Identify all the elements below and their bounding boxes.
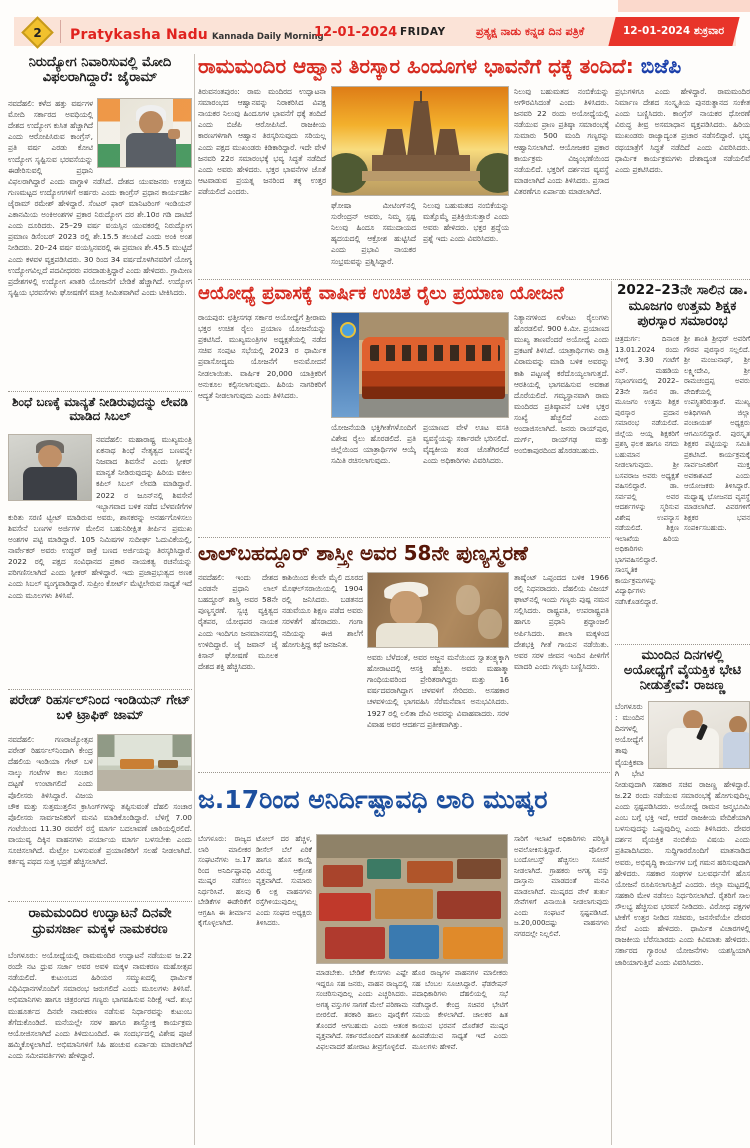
article-sibal-body: ನವದೆಹಲಿ: ಮಹಾರಾಷ್ಟ್ರ ಮುಖ್ಯಮಂತ್ರಿ ಏಕನಾಥ ಶಿಂಧೆ ನೇತೃತ್ವದ ಬಣವನ್ನೇ ನಿಜವಾದ ಶಿವಸೇನೆ ಎಂದು ಸ್ಪೀಕರ್ ಮಾನ್ಯತೆ ನೀಡಿರುವುದನ್ನು ಹಿರಿಯ ವಕೀಲ ಕಪಿಲ್ ಸಿಬಲ್ ಲೇವಡಿ ಮಾಡಿದ್ದಾರೆ. 2022 ರ ಜೂನ್‌ನಲ್ಲಿ ಶಿವಸೇನೆ ಇಬ್ಭಾಗವಾದ ಬಳಿಕ ನಡೆದ ಬೆಳವಣಿಗೆಗಳ ಕುರಿತು ಸರಣಿ ಟ್ವೀಟ್ ಮಾಡಿರುವ ಅವರು, ಶಾಸಕರನ್ನು ಅನರ್ಹಗೊಳಿಸಲು ಶಿವಸೇನೆ ಬಣಗಳ ಅರ್ಜಿಗಳ ಮೇಲಿನ ಬಹುನಿರೀಕ್ಷಿತ ತೀರ್ಪಿನ ಪ್ರಮುಖ ಅಂಶಗಳ ಪಟ್ಟಿ ಮಾಡಿದ್ದಾರೆ. 105 ನಿಮಿಷಗಳ ಸುದೀರ್ಘ ಓದುವಿಕೆಯಲ್ಲಿ, ನಾರ್ವೇಕರ್ ಅವರು ಉದ್ಧವ್ ಠಾಕ್ರೆ ಬಣದ ಅರ್ಜಿಯನ್ನು ತಿರಸ್ಕರಿಸಿದ್ದಾರೆ. 2022 ರಲ್ಲಿ ಪಕ್ಷದ ಸಂವಿಧಾನದ ಪ್ರಕಾರ ನಾಯಕತ್ವ ರಚನೆಯನ್ನು ಪರಿಗಣಿಸಲಾಗಿದೆ ಎಂದು ಸ್ಪೀಕರ್ ಹೇಳಿದ್ದಾರೆ. ಇದು ಪ್ರಜಾಪ್ರಭುತ್ವದ ಅಣಕ ಎಂದು ಸಿಬಲ್ ವ್ಯಂಗ್ಯವಾಡಿದ್ದಾರೆ. ಸುಪ್ರೀಂ ಕೋರ್ಟ್ ಮೆಟ್ಟಿಲೇರುವ ಸಾಧ್ಯತೆ ಇದೆ ಎಂದು ಮೂಲಗಳು ತಿಳಿಸಿವೆ. (8, 435, 192, 600)
shastri-col-4: ತಾಷ್ಕೆಂಟ್ ಒಪ್ಪಂದದ ಬಳಿಕ 1966 ರಲ್ಲಿ ನಿಧನರಾದರು. ದೆಹಲಿಯ ವಿಜಯ್ ಘಾಟ್‌ನಲ್ಲಿ ಇಂದು ಗಣ್ಯರು ಪುಷ್ಪ ನಮನ ಸಲ್ಲಿಸಿದರು. ರಾಷ್ಟ್ರಪತಿ, ಉಪರಾಷ್ಟ್ರಪತಿ ಹಾಗೂ ಪ್ರಧಾನಿ ಶ್ರದ್ಧಾಂಜಲಿ ಅರ್ಪಿಸಿದರು. ಶಾಲಾ ಮಕ್ಕಳಿಂದ ದೇಶಭಕ್ತಿ ಗೀತೆ ಗಾಯನ ನಡೆಯಿತು. ಅವರ ಸರಳ ಜೀವನ ಇಂದಿನ ಪೀಳಿಗೆಗೆ ಮಾದರಿ ಎಂದು ಗಣ್ಯರು ಬಣ್ಣಿಸಿದರು. (514, 573, 609, 671)
divider (198, 537, 610, 538)
ayodhya-train-photo (331, 312, 509, 418)
kapil-sibal-photo (8, 434, 92, 501)
article-jairam-body-wrap (8, 98, 192, 388)
lead-col-4: ನಿಲುವು ಬಹುಮತದ ನಂಬಿಕೆಯನ್ನು ಅಗೌರವಿಸಿದಂತೆ ಎಂದು ತಿಳಿಸಿದರು. ಜನವರಿ 22 ರಂದು ಅಯೋಧ್ಯೆಯಲ್ಲಿ ನಡೆಯುವ ಪ್ರಾಣ ಪ್ರತಿಷ್ಠಾ ಸಮಾರಂಭಕ್ಕೆ ಸುಮಾರು 500 ಮಂದಿ ಗಣ್ಯರನ್ನು ಆಹ್ವಾನಿಸಲಾಗಿದೆ. ಆಯೋಜಕರ ಪ್ರಕಾರ ಕಾರ್ಯಕ್ರಮ ವಿಜೃಂಭಣೆಯಿಂದ ನಡೆಯಲಿದೆ. ಭಕ್ತರಿಗೆ ದರ್ಶನದ ವ್ಯವಸ್ಥೆ ಮಾಡಲಾಗಿದೆ ಎಂದು ತಿಳಿಸಿದರು. ಪ್ರಸಾದ ವಿತರಣೆಗೂ ಏರ್ಪಾಡು ಮಾಡಲಾಗಿದೆ. (514, 87, 609, 196)
headline-lead-accent: ಬಿಜೆಪಿ (640, 55, 682, 78)
lead-col-3: ನಿಲುವು ಬಹುಮತದ ನಂಬಿಕೆಯನ್ನು ಮತ್ತೊಮ್ಮೆ ಪ್ರತಿಕ್ರಿಯಿಸುತ್ತಾರೆ ಎಂದು ಅವರು ಹೇಳಿದರು. ಭಕ್ತರ ಶ್ರದ್ಧೆಯ ಪ್ರಶ್ನೆ ಇದು ಎಂದು ವಿವರಿಸಿದರು. (423, 201, 509, 244)
teacher-col-2: ಶ್ರೀ ಶಾಂತಿ ಶ್ರೀಧರ್ ಅವರಿಗೆ ಗೌರವ ಪುರಸ್ಕಾರ ಸಲ್ಲಲಿದೆ. ಶ್ರೀ ಮಂಜುನಾಥ್, ಶ್ರೀ ಲಕ್ಷ್ಮೀದೇವಿ, ಶ್ರೀ ರಾಮಚಂದ್ರಪ್ಪ ಅವರು ವೇದಿಕೆಯಲ್ಲಿ ಉಪಸ್ಥಿತರಿರುತ್ತಾರೆ. ಮುಖ್ಯ ಅತಿಥಿಗಳಾಗಿ ಜಿಲ್ಲಾ ಪಂಚಾಯತ್ ಅಧ್ಯಕ್ಷರು ಆಗಮಿಸಲಿದ್ದಾರೆ. ಪುರಸ್ಕೃತ ಶಿಕ್ಷಕರ ಪಟ್ಟಿಯನ್ನು ಸಮಿತಿ ಪ್ರಕಟಿಸಿದೆ. ಕಾರ್ಯಕ್ರಮಕ್ಕೆ ಸಾರ್ವಜನಿಕರಿಗೆ ಮುಕ್ತ ಅವಕಾಶವಿದೆ ಎಂದು ಆಯೋಜಕರು ತಿಳಿಸಿದ್ದಾರೆ. ಮಧ್ಯಾಹ್ನ ಭೋಜನದ ವ್ಯವಸ್ಥೆ ಮಾಡಲಾಗಿದೆ. ವಿವರಗಳಿಗೆ ಶಿಕ್ಷಕರ ಭವನ ಸಂಪರ್ಕಿಸಬಹುದು. (684, 335, 750, 532)
masthead (14, 17, 736, 46)
article-sibal-body-wrap (8, 434, 192, 685)
train-col-2: ಯೋಜನೆಯಡಿ ಭಕ್ತಿಗೀತೆಗಳೊಂದಿಗೆ ವಿಶೇಷ ರೈಲು ಹೊರಡಲಿದೆ. ಪ್ರತಿ ಜಿಲ್ಲೆಯಿಂದ ಯಾತ್ರಾರ್ಥಿಗಳ ಆಯ್ಕೆ ಸಮಿತಿ ರಚಿಸಲಾಗುವುದು. (331, 423, 416, 466)
lorry-col-4: ಹೊರ ರಾಜ್ಯಗಳ ವಾಹನಗಳ ಮಾಲೀಕರು ಸಹ ಬೆಂಬಲ ಸೂಚಿಸಿದ್ದಾರೆ. ಫೆಡರೇಷನ್ ಪದಾಧಿಕಾರಿಗಳು ದೆಹಲಿಯಲ್ಲಿ ಸಭೆ ನಡೆಸಿದ್ದಾರೆ. ಕೇಂದ್ರ ಸಚಿವರ ಭೇಟಿಗೆ ಸಮಯ ಕೇಳಲಾಗಿದೆ. ಚಾಲಕರ ಹಿತ ಕಾಯುವ ಭರವಸೆ ದೊರೆತರೆ ಮುಷ್ಕರ ಹಿಂಪಡೆಯುವ ಸಾಧ್ಯತೆ ಇದೆ ಎಂದು ಮೂಲಗಳು ಹೇಳಿವೆ. (412, 969, 508, 1051)
headline-dhruva-naming: ರಾಮಮಂದಿರ ಉದ್ಘಾಟನೆ ದಿನವೇ ಧ್ರುವಸರ್ಜಾ ಮಕ್ಕಳ ನಾಮಕರಣ (28, 906, 172, 937)
masthead-date: 12-01-2024 (314, 25, 398, 40)
ram-mandir-photo (331, 86, 509, 196)
jairam-ramesh-photo (97, 98, 192, 168)
column-rule-left (194, 54, 195, 1145)
divider (198, 772, 610, 773)
article-parade-body: ನವದೆಹಲಿ: ಗಣರಾಜ್ಯೋತ್ಸವ ಪರೇಡ್ ರಿಹರ್ಸಲ್‌ನಿಂದಾಗಿ ಕೇಂದ್ರ ದೆಹಲಿಯ ಇಂಡಿಯಾ ಗೇಟ್ ಬಳಿ ನಾಲ್ಕು ಗಂಟೆಗಳ ಕಾಲ ಸಂಚಾರ ದಟ್ಟಣೆ ಉಂಟಾಗಲಿದೆ ಎಂದು ಪೊಲೀಸರು ತಿಳಿಸಿದ್ದಾರೆ. ವಿಜಯ ಚೌಕ ಮತ್ತು ಸುತ್ತಮುತ್ತಲಿನ ಕ್ರಾಸಿಂಗ್‌ಗಳನ್ನು ತಪ್ಪಿಸುವಂತೆ ದೆಹಲಿ ಸಂಚಾರ ಪೊಲೀಸರು ಸಾರ್ವಜನಿಕರಿಗೆ ಮನವಿ ಮಾಡಿಕೊಂಡಿದ್ದಾರೆ. ಬೆಳಿಗ್ಗೆ 7.00 ಗಂಟೆಯಿಂದ 11.30 ರವರೆಗೆ ರಸ್ತೆ ಮಾರ್ಗ ಬದಲಾವಣೆ ಜಾರಿಯಲ್ಲಿರಲಿದೆ. ವಾಯುವ್ಯ ದಿಕ್ಕಿನ ವಾಹನಗಳು ಪರ್ಯಾಯ ಮಾರ್ಗ ಬಳಸಬೇಕು ಎಂದು ಸೂಚಿಸಲಾಗಿದೆ. ಮೆಟ್ರೋ ಬಳಸುವಂತೆ ಪ್ರಯಾಣಿಕರಿಗೆ ಸಲಹೆ ನೀಡಲಾಗಿದೆ. ಕರ್ತವ್ಯ ಪಥದ ಸುತ್ತ ಭದ್ರತೆ ಹೆಚ್ಚಿಸಲಾಗಿದೆ. (8, 735, 192, 867)
column-rule-right (611, 281, 612, 1145)
lead-col-1: ತಿರುವನಂತಪುರಂ: ರಾಮ ಮಂದಿರದ ಉದ್ಘಾಟನಾ ಸಮಾರಂಭದ ಆಹ್ವಾನವನ್ನು ನಿರಾಕರಿಸಿದ ವಿಪಕ್ಷ ನಾಯಕರ ನಿಲುವು ಹಿಂದೂಗಳ ಭಾವನೆಗೆ ಧಕ್ಕೆ ತಂದಿದೆ ಎಂದು ಬಿಜೆಪಿ ಆರೋಪಿಸಿದೆ. ರಾಜಕೀಯ ಕಾರಣಗಳಿಗಾಗಿ ಆಹ್ವಾನ ತಿರಸ್ಕರಿಸುವುದು ಸರಿಯಲ್ಲ ಎಂದು ಪಕ್ಷದ ಮುಖಂಡರು ಕಿಡಿಕಾರಿದ್ದಾರೆ. ಇದೇ ವೇಳೆ ಜನವರಿ 22ರ ಸಮಾರಂಭಕ್ಕೆ ಭವ್ಯ ಸಿದ್ಧತೆ ನಡೆದಿದೆ ಎಂದು ಅವರು ಹೇಳಿದರು. ಭಕ್ತರ ಭಾವನೆಗಳ ಜೊತೆ ಆಟವಾಡುವ ಪ್ರಯತ್ನ ಜನರಿಂದ ತಕ್ಕ ಉತ್ತರ ಪಡೆಯಲಿದೆ ಎಂದರು. (198, 87, 326, 196)
lead-col-2: ಘೋಷಾ ಮೀಟಿಂಗ್‌ನಲ್ಲಿ ಸುರೇಂದ್ರನ್ ಅವರು, ನಿಮ್ಮ ಸ್ಪಷ್ಟ ನಿಲುವು ಹಿಂದೂ ಸಮುದಾಯದ ಹೃದಯದಲ್ಲಿ ಆಕ್ರೋಶ ಹುಟ್ಟಿಸಿದೆ ಎಂದು ಪ್ರಭಾವಿ ನಾಯಕರ ಸಂಭ್ರಮವನ್ನು ಪ್ರಶ್ನಿಸಿದ್ದಾರೆ. (331, 201, 416, 266)
paper-name: Pratykasha Nadu (70, 27, 208, 43)
shastri-col-3: ಅವರು ಬೆಳೆದಂತೆ, ಅವರ ಅಜ್ಜನ ಮನೆಯಿಂದ ಸ್ವಾತಂತ್ರ್ಯಕ್ಕಾಗಿ ಹೋರಾಟದಲ್ಲಿ ಆಸಕ್ತಿ ಹೆಚ್ಚಿತು. ಅವರು ಮಹಾತ್ಮಾ ಗಾಂಧಿಯವರಿಂದ ಪ್ರೇರಿತರಾಗಿದ್ದರು ಮತ್ತು 16 ವರ್ಷದವರಾಗಿದ್ದಾಗ ಚಳವಳಿಗೆ ಸೇರಿದರು. ಅಸಹಕಾರ ಚಳವಳಿಯಲ್ಲಿ ಭಾಗವಹಿಸಿ ಸೆರೆಮನೆವಾಸ ಅನುಭವಿಸಿದರು. 1927 ರಲ್ಲಿ ಲಲಿತಾ ದೇವಿ ಅವರನ್ನು ವಿವಾಹವಾದರು. ಸರಳ ವಿವಾಹ ಅವರ ಆದರ್ಶದ ಪ್ರತೀಕವಾಗಿತ್ತು. (367, 653, 509, 729)
headline-jairam-unemployment: ನಿರುದ್ಯೋಗ ನಿವಾರಿಸುವಲ್ಲಿ ಮೋದಿ ವಿಫಲರಾಗಿದ್ದಾರೆ: ಜೈರಾಮ್ (28, 56, 172, 85)
headline-ayodhya-train: ಆಯೋಧ್ಯೆ ಪ್ರವಾಸಕ್ಕೆ ವಾರ್ಷಿಕ ಉಚಿತ ರೈಲು ಪ್ರಯಾಣ ಯೋಜನೆ (198, 284, 564, 304)
headline-parade-traffic: ಪರೇಡ್ ರಿಹರ್ಸಲ್‌ನಿಂದ ಇಂಡಿಯನ್ ಗೇಟ್ ಬಳಿ ಟ್ರಾಫಿಕ್ ಜಾಮ್ (9, 694, 191, 723)
paper-subtitle: Kannada Daily Morning (211, 32, 324, 42)
rajanna-photo (648, 701, 750, 769)
train-col-1: ರಾಯಪುರ: ಛತ್ತೀಸಗಢ ಸರ್ಕಾರ ಅಯೋಧ್ಯೆಗೆ ಶ್ರೀರಾಮ ಭಕ್ತರ ಉಚಿತ ರೈಲು ಪ್ರಯಾಣ ಯೋಜನೆಯನ್ನು ಪ್ರಕಟಿಸಿದೆ. ಮುಖ್ಯಮಂತ್ರಿಗಳ ಅಧ್ಯಕ್ಷತೆಯಲ್ಲಿ ನಡೆದ ಸಚಿವ ಸಂಪುಟ ಸಭೆಯಲ್ಲಿ 2023 ರ ಧಾರ್ಮಿಕ ಪ್ರವಾಸೋದ್ಯಮ ಯೋಜನೆಗೆ ಅನುಮೋದನೆ ನೀಡಲಾಯಿತು. ವಾರ್ಷಿಕ 20,000 ಯಾತ್ರಿಕರಿಗೆ ಅನುಕೂಲ ಕಲ್ಪಿಸಲಾಗುವುದು. ಹಿರಿಯ ನಾಗರಿಕರಿಗೆ ಆದ್ಯತೆ ನೀಡಲಾಗುವುದು ಎಂದು ತಿಳಿಸಿದರು. (198, 313, 326, 400)
masthead-day: FRIDAY (400, 26, 446, 38)
masthead-divider (60, 20, 61, 43)
shastri-col-1: ನವದೆಹಲಿ: ಇಂದು ದೇಶದ ಎರಡನೇ ಪ್ರಧಾನಿ ಲಾಲ್ ಬಹದ್ದೂರ್ ಶಾಸ್ತ್ರಿ ಅವರ 58ನೇ ಪುಣ್ಯಸ್ಮರಣೆ. ಸ್ವಚ್ಛ ವ್ಯಕ್ತಿತ್ವದ ರೈತಪರ, ಯೋಧಪರ ನಾಯಕ ಎಂದು ಇಂದಿಗೂ ಜನಮಾನಸದಲ್ಲಿ ಉಳಿದಿದ್ದಾರೆ. ಜೈ ಜವಾನ್ ಜೈ ಕಿಸಾನ್ ಘೋಷಣೆ ಮೂಲಕ ದೇಶದ ಶಕ್ತಿ ಹೆಚ್ಚಿಸಿದರು. (198, 573, 278, 671)
article-rajanna-body: ಬೆಂಗಳೂರು: ಮುಂದಿನ ದಿನಗಳಲ್ಲಿ ಅಯೋಧ್ಯೆಗೆ ತಾವು ವೈಯಕ್ತಿಕವಾಗಿ ಭೇಟಿ ನೀಡುವುದಾಗಿ ಸಹಕಾರ ಸಚಿವ ರಾಜಣ್ಣ ಹೇಳಿದ್ದಾರೆ. ಜ.22 ರಂದು ನಡೆಯುವ ಸಮಾರಂಭಕ್ಕೆ ಹೋಗುವುದಿಲ್ಲ ಎಂದು ಸ್ಪಷ್ಟಪಡಿಸಿದರು. ಅಯೋಧ್ಯೆ ರಾಮನ ಜನ್ಮಭೂಮಿ ಎಂಬ ಬಗ್ಗೆ ಭಕ್ತಿ ಇದೆ, ಆದರೆ ರಾಜಕೀಯ ವೇದಿಕೆಯಾಗಿ ಬಳಸುವುದನ್ನು ಒಪ್ಪುವುದಿಲ್ಲ ಎಂದು ತಿಳಿಸಿದರು. ದೇವರ ದರ್ಶನ ವೈಯಕ್ತಿಕ ನಂಬಿಕೆಯ ವಿಷಯ ಎಂದು ಪ್ರತಿಪಾದಿಸಿದರು. ಸುದ್ದಿಗಾರರೊಂದಿಗೆ ಮಾತನಾಡಿದ ಅವರು, ಅಭಿವೃದ್ಧಿ ಕಾರ್ಯಗಳ ಬಗ್ಗೆ ಗಮನ ಹರಿಸುವುದಾಗಿ ಹೇಳಿದರು. ಸಹಕಾರ ಸಂಘಗಳ ಬಲವರ್ಧನೆಗೆ ಹೊಸ ಯೋಜನೆ ರೂಪಿಸಲಾಗುತ್ತಿದೆ ಎಂದರು. ಜಿಲ್ಲಾ ಮಟ್ಟದಲ್ಲಿ ಸಹಕಾರಿ ಮೇಳ ನಡೆಸಲು ನಿರ್ಧರಿಸಲಾಗಿದೆ. ರೈತರಿಗೆ ಸಾಲ ಸೌಲಭ್ಯ ಹೆಚ್ಚಿಸುವ ಭರವಸೆ ನೀಡಿದರು. ವಿರೋಧ ಪಕ್ಷಗಳ ಟೀಕೆಗೆ ಉತ್ತರ ನೀಡಿದ ಸಚಿವರು, ಜನಸೇವೆಯೇ ದೇವರ ಸೇವೆ ಎಂದು ಹೇಳಿದರು. ಧಾರ್ಮಿಕ ವಿಚಾರಗಳಲ್ಲಿ ರಾಜಕೀಯ ಬೆರೆಸಬಾರದು ಎಂದು ಕಿವಿಮಾತು ಹೇಳಿದರು. ಸರ್ಕಾರದ ಗ್ಯಾರಂಟಿ ಯೋಜನೆಗಳು ಯಶಸ್ವಿಯಾಗಿ ಜಾರಿಯಾಗುತ್ತಿವೆ ಎಂದು ವಿವರಿಸಿದರು. (615, 702, 750, 967)
headline-teacher-award: 2022–23ನೇ ಸಾಲಿನ ಡಾ. ಮೂಜಗಂ ಉತ್ತಮ ಶಿಕ್ಷಕ ಪುರಸ್ಕಾರ ಸಮಾರಂಭ (617, 283, 748, 329)
divider (8, 689, 192, 690)
page-number: 2 (33, 25, 42, 40)
article-jairam-body: ನವದೆಹಲಿ: ಕಳೆದ ಹತ್ತು ವರ್ಷಗಳ ಮೋದಿ ಸರ್ಕಾರದ ಅವಧಿಯಲ್ಲಿ ದೇಶದ ಉದ್ಯೋಗ ಕುಸಿತ ಹೆಚ್ಚಾಗಿದೆ ಎಂದು ಆರೋಪಿಸಿರುವ ಕಾಂಗ್ರೆಸ್, ಪ್ರತಿ ವರ್ಷ ಎರಡು ಕೋಟಿ ಉದ್ಯೋಗ ಸೃಷ್ಟಿಸುವ ಭರವಸೆಯನ್ನು ಈಡೇರಿಸುವಲ್ಲಿ ಪ್ರಧಾನಿ ವಿಫಲರಾಗಿದ್ದಾರೆ ಎಂದು ವಾಗ್ದಾಳಿ ನಡೆಸಿದೆ. ದೇಶದ ಯುವಜನರು ಉತ್ತಮ ಗುಣಮಟ್ಟದ ಉದ್ಯೋಗಗಳಿಗೆ ಅರ್ಹರು ಎಂದು ಕಾಂಗ್ರೆಸ್ ಪ್ರಧಾನ ಕಾರ್ಯದರ್ಶಿ ಜೈರಾಮ್ ರಮೇಶ್ ಹೇಳಿದ್ದಾರೆ. ಸೆಂಟರ್ ಫಾರ್ ಮಾನಿಟರಿಂಗ್ ಇಂಡಿಯನ್ ಎಕಾನಮಿಯ ಅಂಕಿಅಂಶಗಳ ಪ್ರಕಾರ ನಿರುದ್ಯೋಗ ದರ ಶೇ.10ರ ಗಡಿ ದಾಟಿದೆ ಎಂದು ದೂರಿದರು. 25–29 ವರ್ಷ ವಯಸ್ಸಿನ ಯುವಕರಲ್ಲಿ ನಿರುದ್ಯೋಗ ಪ್ರಮಾಣ ಡಿಸೆಂಬರ್ 2023 ರಲ್ಲಿ ಶೇ.15.5 ತಲುಪಿದೆ ಎಂದು ಅಂಕಿ ಅಂಶ ನೀಡಿದರು. 20–24 ವರ್ಷ ವಯಸ್ಸಿನವರಲ್ಲಿ ಈ ಪ್ರಮಾಣ ಶೇ.45.5 ಮುಟ್ಟಿದೆ ಎಂದು ಕಳವಳ ವ್ಯಕ್ತಪಡಿಸಿದರು. 30 ರಿಂದ 34 ವರ್ಷದೊಳಗಿನವರಿಗೆ ಯೋಗ್ಯ ಉದ್ಯೋಗವಿಲ್ಲದೆ ಪದವೀಧರರು ಪರದಾಡುತ್ತಿದ್ದಾರೆ ಎಂದು ಹೇಳಿದರು. ಗ್ರಾಮೀಣ ಪ್ರದೇಶಗಳಲ್ಲಿ ಉದ್ಯೋಗ ಖಾತರಿ ಯೋಜನೆಗೆ ಬೇಡಿಕೆ ಹೆಚ್ಚಾಗಿದೆ. ಉದ್ಯೋಗ ಸೃಷ್ಟಿಯ ಭರವಸೆಗಳು ಘೋಷಣೆಗೆ ಮಾತ್ರ ಸೀಮಿತವಾಗಿವೆ ಎಂದು ಟೀಕಿಸಿದರು. (8, 99, 192, 297)
date-badge-text: 12-01-2024 ಶುಕ್ರವಾರ (623, 25, 725, 37)
shastri-portrait-photo (367, 572, 509, 648)
parked-lorries-photo (316, 834, 508, 964)
article-naming-body: ಬೆಂಗಳೂರು: ಅಯೋಧ್ಯೆಯಲ್ಲಿ ರಾಮಮಂದಿರ ಉದ್ಘಾಟನೆ ನಡೆಯುವ ಜ.22 ರಂದೇ ನಟ ಧ್ರುವ ಸರ್ಜಾ ಅವರ ಅವಳಿ ಮಕ್ಕಳ ನಾಮಕರಣ ಮಹೋತ್ಸವ ನಡೆಯಲಿದೆ. ಕುಟುಂಬದ ಹಿರಿಯರ ಸಮ್ಮುಖದಲ್ಲಿ ಧಾರ್ಮಿಕ ವಿಧಿವಿಧಾನಗಳೊಂದಿಗೆ ಸಮಾರಂಭ ಜರುಗಲಿದೆ ಎಂದು ಮೂಲಗಳು ತಿಳಿಸಿವೆ. ಅಭಿಮಾನಿಗಳು ಹಾಗೂ ಚಿತ್ರರಂಗದ ಗಣ್ಯರು ಭಾಗವಹಿಸುವ ನಿರೀಕ್ಷೆ ಇದೆ. ಶುಭ ಮುಹೂರ್ತದ ದಿನವೇ ನಾಮಕರಣ ನಡೆಸುವ ನಿರ್ಧಾರವನ್ನು ಕುಟುಂಬ ತೆಗೆದುಕೊಂಡಿದೆ. ಮನೆಯಲ್ಲೇ ಸರಳ ಹಾಗೂ ಶಾಸ್ತ್ರೋಕ್ತ ಕಾರ್ಯಕ್ರಮ ಆಯೋಜಿಸಲಾಗಿದೆ ಎಂದು ತಿಳಿದುಬಂದಿದೆ. ಈ ಸಂದರ್ಭದಲ್ಲಿ ವಿಶೇಷ ಪೂಜೆ ಹಮ್ಮಿಕೊಳ್ಳಲಾಗಿದೆ. ಅಭಿಮಾನಿಗಳಿಗೆ ಸಿಹಿ ಹಂಚುವ ಏರ್ಪಾಡು ಮಾಡಲಾಗಿದೆ ಎಂದು ಸಮೀಪವರ್ತಿಗಳು ಹೇಳಿದ್ದಾರೆ. (8, 951, 192, 1060)
lead-col-5: ಪ್ರಭುಗಳಿಗೂ ಎಂದು ಹೇಳಿದ್ದಾರೆ. ರಾಮಮಂದಿರ ನಿರ್ಮಾಣ ದೇಶದ ಸಂಸ್ಕೃತಿಯ ಪುನರುತ್ಥಾನದ ಸಂಕೇತ ಎಂದು ಬಣ್ಣಿಸಿದರು. ಕಾಂಗ್ರೆಸ್ ನಾಯಕರ ಧೋರಣೆ ವಿರುದ್ಧ ತೀವ್ರ ಅಸಮಾಧಾನ ವ್ಯಕ್ತಪಡಿಸಿದರು. ಹಿರಿಯ ಮುಖಂಡರು ರಾಜ್ಯಾದ್ಯಂತ ಪ್ರಚಾರ ನಡೆಸಲಿದ್ದಾರೆ. ಭವ್ಯ ರಥಯಾತ್ರೆಗೆ ಸಿದ್ಧತೆ ನಡೆದಿದೆ ಎಂದು ವಿವರಿಸಿದರು. ಧಾರ್ಮಿಕ ಕಾರ್ಯಕ್ರಮಗಳು ದೇಶಾದ್ಯಂತ ನಡೆಯಲಿವೆ ಎಂದು ಪ್ರಕಟಿಸಿದರು. (615, 87, 750, 174)
lorry-col-5: ಸಾರಿಗೆ ಇಲಾಖೆ ಅಧಿಕಾರಿಗಳು ಪರಿಸ್ಥಿತಿ ಅವಲೋಕಿಸುತ್ತಿದ್ದಾರೆ. ಪೊಲೀಸ್ ಬಂದೋಬಸ್ತ್ ಹೆಚ್ಚಿಸಲು ಸೂಚನೆ ನೀಡಲಾಗಿದೆ. ಗ್ರಾಹಕರು ಅಗತ್ಯ ವಸ್ತು ದಾಸ್ತಾನು ಮಾಡದಂತೆ ಮನವಿ ಮಾಡಲಾಗಿದೆ. ಮುಷ್ಕರದ ವೇಳೆ ತುರ್ತು ಸೇವೆಗಳಿಗೆ ವಿನಾಯಿತಿ ನೀಡಲಾಗುವುದು ಎಂದು ಸಂಘಟನೆ ಸ್ಪಷ್ಟಪಡಿಸಿದೆ. ಜ.20,000ದಷ್ಟು ವಾಹನಗಳು ನಗರದಲ್ಲೇ ನಿಲ್ಲಲಿವೆ. (514, 835, 609, 938)
divider (8, 391, 192, 392)
headline-shastri-memorial: ಲಾಲ್‌ಬಹದ್ದೂರ್ ಶಾಸ್ತ್ರೀ ಅವರ 58ನೇ ಪುಣ್ಯಸ್ಮರಣೆ (198, 542, 528, 565)
masthead-corner-decoration (618, 0, 750, 12)
headline-sibal-shinde: ಶಿಂಧೆ ಬಣಕ್ಕೆ ಮಾನ್ಯತೆ ನೀಡಿರುವುದನ್ನು ಲೇವಡಿ ಮಾಡಿದ ಸಿಬಲ್ (12, 396, 188, 423)
train-col-3: ಪ್ರಯಾಣದ ವೇಳೆ ಊಟ ವಸತಿ ವ್ಯವಸ್ಥೆಯನ್ನು ಸರ್ಕಾರವೇ ಭರಿಸಲಿದೆ. ವೈದ್ಯಕೀಯ ತಂಡ ಜೊತೆಗಿರಲಿದೆ ಎಂದು ಅಧಿಕಾರಿಗಳು ವಿವರಿಸಿದರು. (423, 423, 509, 466)
headline-rajanna-visit: ಮುಂದಿನ ದಿನಗಳಲ್ಲಿ ಅಯೋಧ್ಯೆಗೆ ವೈಯಕ್ತಿಕ ಭೇಟಿ ನೀಡುತ್ತೇವೆ: ರಾಜಣ್ಣ (623, 649, 742, 693)
lorry-col-3: ಮಾಡಬೇಕು. ಬೇಡಿಕೆ ಕೆಲಸಗಳು ಎಷ್ಟೇ ಇದ್ದರೂ ಸಹ ಜನರು, ವಾಹನ ರಾಜ್ಯದಲ್ಲಿ ಸಂಚರಿಸುವುದಿಲ್ಲ ಎಂದು ಎಚ್ಚರಿಸಿದರು. ಅಗತ್ಯ ವಸ್ತುಗಳ ಸಾಗಣೆ ಮೇಲೆ ಪರಿಣಾಮ ಬೀರಲಿದೆ. ತರಕಾರಿ ಹಾಲು ಪೂರೈಕೆಗೆ ತೊಂದರೆ ಆಗಬಹುದು ಎಂದು ಆತಂಕ ವ್ಯಕ್ತವಾಗಿದೆ. ಸರ್ಕಾರದೊಂದಿಗೆ ಮಾತುಕತೆ ವಿಫಲವಾದರೆ ಹೋರಾಟ ತೀವ್ರಗೊಳ್ಳಲಿದೆ. (316, 969, 408, 1051)
date-badge (608, 17, 739, 46)
train-col-4: ನಿತ್ಯಾನಗಳಿಂದ ಏಳೆಂಟು ರೈಲುಗಳು ಹೊರಡಲಿವೆ. 900 ಕಿ.ಮೀ. ಪ್ರಯಾಣದ ಮುಖ್ಯ ತಾಣವೆಂದರೆ ಅಯೋಧ್ಯೆ ಎಂದು ಪ್ರಕಟಣೆ ತಿಳಿಸಿದೆ. ಯಾತ್ರಾರ್ಥಿಗಳು ರಾತ್ರಿ ವಿರಾಮವನ್ನು ಮಾಡಿ ಬಳಿಕ ಅವರನ್ನು ಕಾಶಿ ಪಟ್ಟಣಕ್ಕೆ ಕರೆದೊಯ್ಯಲಾಗುತ್ತದೆ. ಆರತಿಯಲ್ಲಿ ಭಾಗವಹಿಸುವ ಅವಕಾಶ ದೊರೆಯಲಿದೆ. ಗಮ್ಯಸ್ಥಾನವಾಗಿ ರಾಮ ಮಂದಿರದ ಪ್ರತಿಷ್ಠಾಪನೆ ಬಳಿಕ ಭಕ್ತರ ಸಂಖ್ಯೆ ಹೆಚ್ಚಲಿದೆ ಎಂದು ಅಂದಾಜಿಸಲಾಗಿದೆ. ಜನರು ರಾಯ್‌ಪುರ, ದುರ್ಗ್, ರಾಯ್‌ಗಢ ಮತ್ತು ಅಂಬಿಕಾಪುರದಿಂದ ಹೊರಡಬಹುದು. (514, 313, 609, 456)
lorry-col-2: ಟೋಲ್ ದರ ಹೆಚ್ಚಳ, ಡೀಸೆಲ್ ಬೆಲೆ ಏರಿಕೆ ಹಾಗೂ ಹೊಸ ಕಾಯ್ದೆ ವಿರುದ್ಧ ಆಕ್ರೋಶ ವ್ಯಕ್ತವಾಗಿದೆ. ಸುಮಾರು 6 ಲಕ್ಷ ವಾಹನಗಳು ರಸ್ತೆಗಿಳಿಯುವುದಿಲ್ಲ ಎಂದು ಸಂಘದ ಅಧ್ಯಕ್ಷರು ತಿಳಿಸಿದರು. (256, 835, 312, 927)
teacher-col-1: ಚಿತ್ರದುರ್ಗ: ದಿನಾಂಕ 13.01.2024 ರಂದು ಬೆಳಿಗ್ಗೆ 3.30 ಗಂಟೆಗೆ ಎನ್. ಮಹಡಿಯ ಸಭಾಂಗಣದಲ್ಲಿ 2022–23ನೇ ಸಾಲಿನ ಡಾ. ಮೂಜಗಂ ಉತ್ತಮ ಶಿಕ್ಷಕ ಪುರಸ್ಕಾರ ಪ್ರದಾನ ಸಮಾರಂಭ ನಡೆಯಲಿದೆ. ಜಿಲ್ಲೆಯ ಆಯ್ದ ಶಿಕ್ಷಕರಿಗೆ ಪ್ರಶಸ್ತಿ ಫಲಕ ಹಾಗೂ ನಗದು ಬಹುಮಾನ ನೀಡಲಾಗುವುದು. ಶ್ರೀ ಬಸವರಾಜ ಅವರು ಅಧ್ಯಕ್ಷತೆ ವಹಿಸಲಿದ್ದಾರೆ. ಡಾ. ಸರ್ವಪಲ್ಲಿ ಅವರ ಆದರ್ಶಗಳನ್ನು ಸ್ಮರಿಸುವ ವಿಶೇಷ ಉಪನ್ಯಾಸ ನಡೆಯಲಿದೆ. ಶಿಕ್ಷಣ ಇಲಾಖೆಯ ಹಿರಿಯ ಅಧಿಕಾರಿಗಳು ಭಾಗವಹಿಸಲಿದ್ದಾರೆ. ಸಾಂಸ್ಕೃತಿಕ ಕಾರ್ಯಕ್ರಮಗಳನ್ನು ವಿದ್ಯಾರ್ಥಿಗಳು ನಡೆಸಿಕೊಡಲಿದ್ದಾರೆ. (615, 335, 679, 606)
headline-lorry-strike: ಜ.17ರಿಂದ ಅನಿರ್ದಿಷ್ಟಾವಧಿ ಲಾರಿ ಮುಷ್ಕರ (198, 786, 548, 814)
divider (615, 644, 750, 645)
divider (8, 901, 192, 902)
article-rajanna-body-wrap (615, 701, 750, 1145)
parade-rehearsal-photo (97, 734, 192, 791)
headline-lead-red: ರಾಮಮಂದಿರ ಆಹ್ವಾನ ತಿರಸ್ಕಾರ ಹಿಂದೂಗಳ ಭಾವನೆಗೆ ಧಕ್ಕೆ ತಂದಿದೆ: (198, 55, 641, 78)
lorry-col-1: ಬೆಂಗಳೂರು: ರಾಜ್ಯದ ಲಾರಿ ಮಾಲೀಕರ ಸಂಘಟನೆಗಳು ಜ.17 ರಿಂದ ಅನಿರ್ದಿಷ್ಟಾವಧಿ ಮುಷ್ಕರ ನಡೆಸಲು ನಿರ್ಧರಿಸಿವೆ. ಹಲವು ಬೇಡಿಕೆಗಳ ಈಡೇರಿಕೆಗೆ ಆಗ್ರಹಿಸಿ ಈ ತೀರ್ಮಾನ ಕೈಗೊಳ್ಳಲಾಗಿದೆ. (198, 835, 251, 927)
masthead-kannada-tagline: ಪ್ರತ್ಯಕ್ಷ ನಾಡು ಕನ್ನಡ ದಿನ ಪತ್ರಿಕೆ (476, 25, 585, 38)
page-number-diamond-icon (26, 21, 49, 44)
paper-title (70, 24, 324, 43)
headline-lead-rammandir (198, 55, 750, 81)
divider (198, 279, 750, 280)
shastri-col-2: ಕಾಶಿಯಿಂದ ಕೆಲವೇ ಮೈಲಿ ದೂರದ ಮೊಘಲ್‌ಸರಾಯಿಯಲ್ಲಿ 1904 ರಲ್ಲಿ ಜನಿಸಿದರು. ಬಡತನದ ನಡುವೆಯೂ ಶಿಕ್ಷಣ ಪಡೆದ ಅವರು ಸರಳತೆಗೆ ಹೆಸರಾದರು. ಗಂಗಾ ನದಿಯನ್ನು ಈಜಿ ಶಾಲೆಗೆ ಹೋಗುತ್ತಿದ್ದ ಕಥೆ ಜನಜನಿತ. (282, 573, 363, 649)
article-parade-body-wrap (8, 734, 192, 897)
